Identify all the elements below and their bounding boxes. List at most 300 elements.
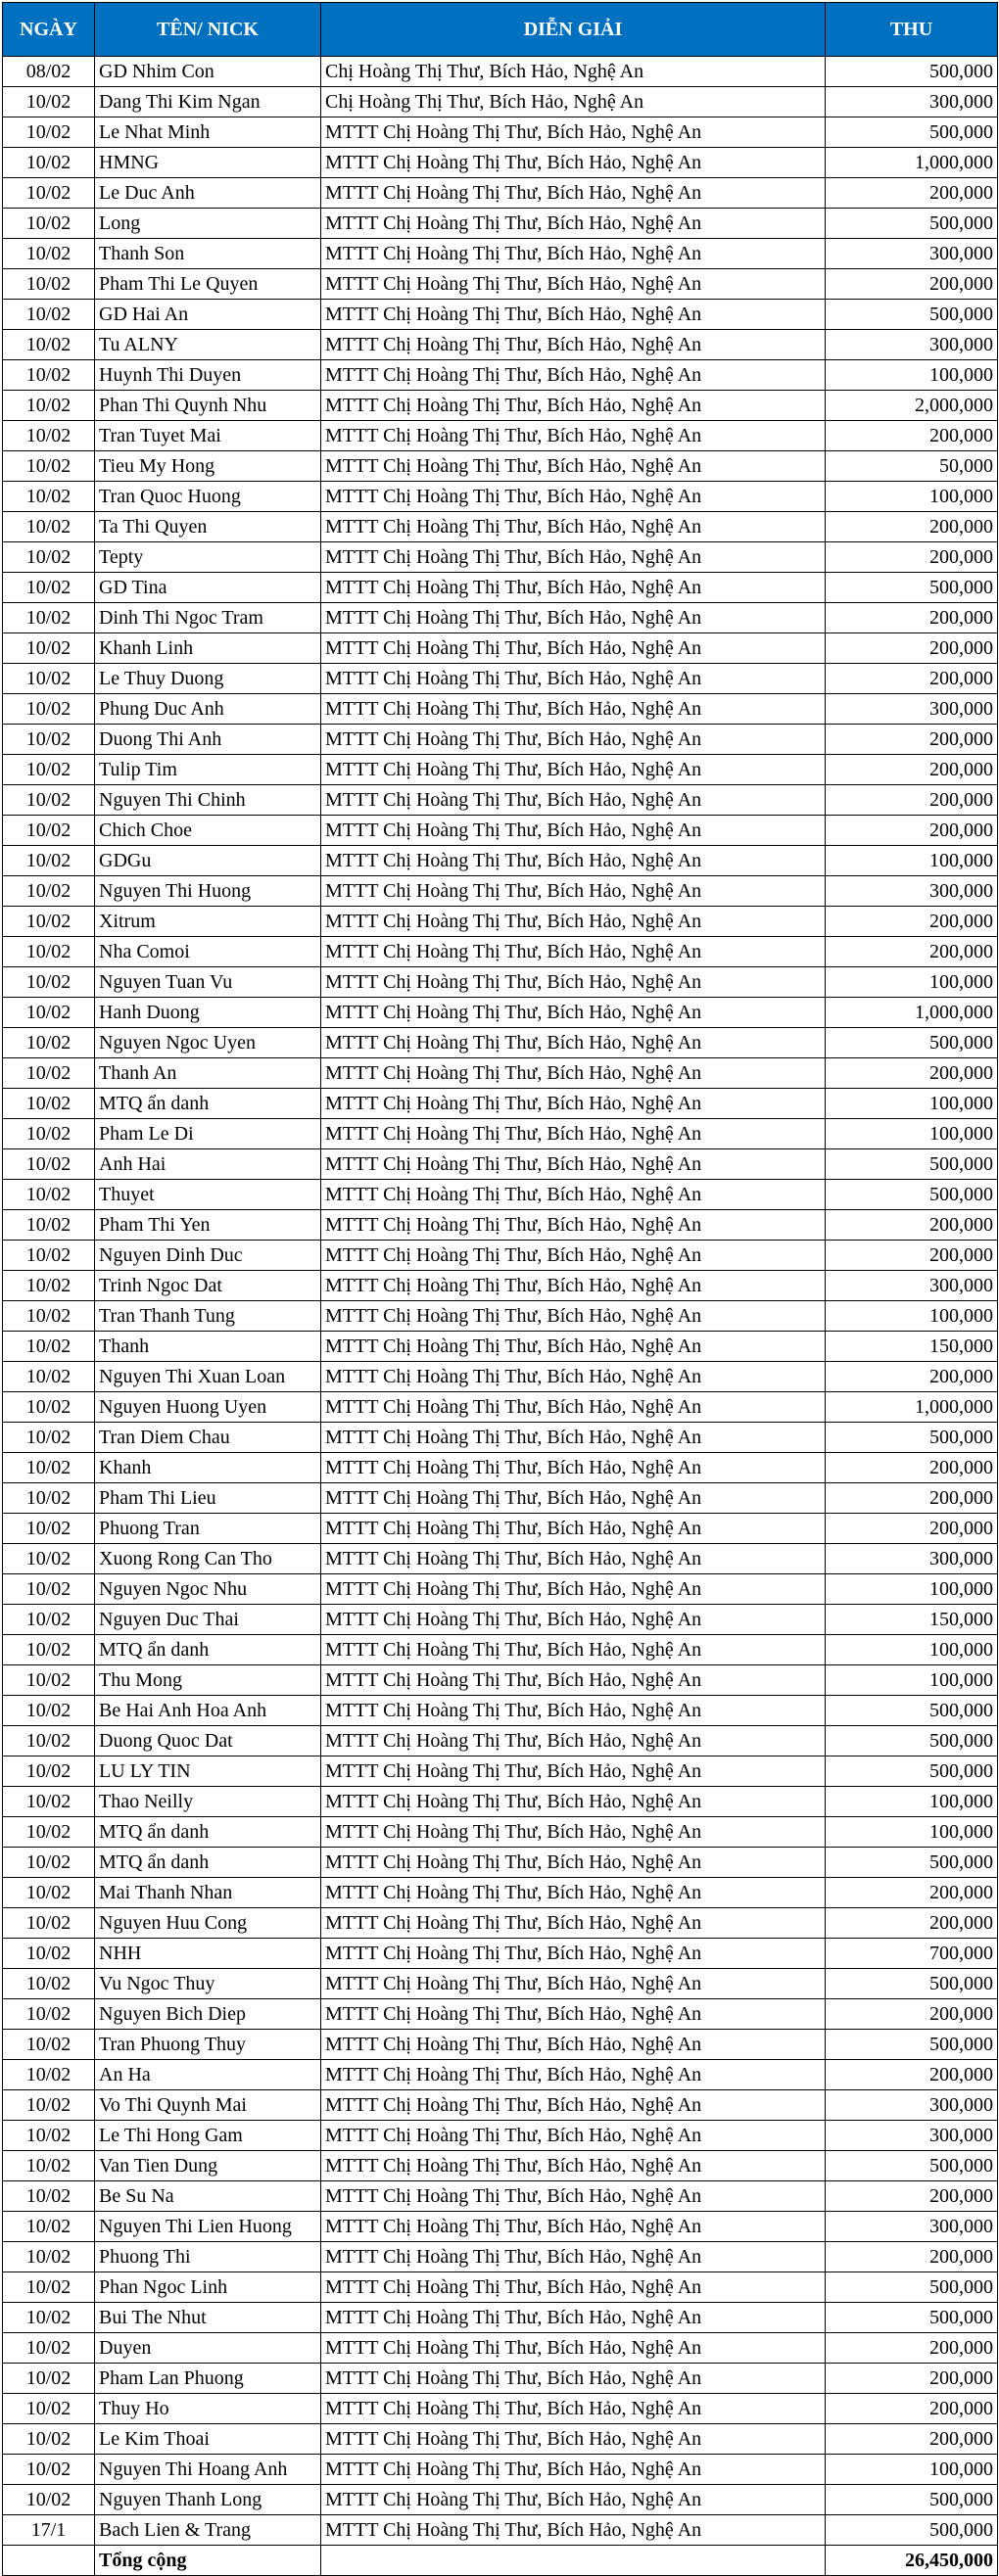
row-name: GD Nhim Con: [95, 57, 321, 87]
table-header: [3, 3, 998, 57]
row-date: 10/02: [3, 87, 95, 117]
row-amount: 500,000: [826, 2303, 998, 2333]
table-row: [3, 2151, 998, 2181]
row-amount: 500,000: [826, 2485, 998, 2515]
row-amount: 500,000: [826, 2151, 998, 2181]
row-amount: 500,000: [826, 2272, 998, 2303]
row-date: 10/02: [3, 1241, 95, 1271]
row-date: 10/02: [3, 2455, 95, 2485]
row-amount: 300,000: [826, 694, 998, 725]
row-name: MTQ ẩn danh: [95, 1817, 321, 1848]
row-date: 10/02: [3, 967, 95, 998]
row-description: MTTT Chị Hoàng Thị Thư, Bích Hảo, Nghệ An: [321, 1726, 826, 1756]
row-amount: 500,000: [826, 573, 998, 603]
row-date: 10/02: [3, 725, 95, 755]
row-description: MTTT Chị Hoàng Thị Thư, Bích Hảo, Nghệ An: [321, 2303, 826, 2333]
row-date: 10/02: [3, 1089, 95, 1119]
row-date: 10/02: [3, 512, 95, 542]
row-name: GD Hai An: [95, 300, 321, 330]
row-date: 10/02: [3, 1332, 95, 1362]
row-amount: 200,000: [826, 1878, 998, 1908]
table-row: [3, 1544, 998, 1574]
row-amount: 200,000: [826, 2394, 998, 2424]
row-date: 10/02: [3, 300, 95, 330]
row-amount: 200,000: [826, 755, 998, 785]
row-date: 10/02: [3, 1028, 95, 1058]
row-name: Phan Thi Quynh Nhu: [95, 391, 321, 421]
table-row: [3, 937, 998, 967]
row-name: Dinh Thi Ngoc Tram: [95, 603, 321, 633]
table-row: [3, 1635, 998, 1665]
row-name: Tran Thanh Tung: [95, 1301, 321, 1332]
row-description: MTTT Chị Hoàng Thị Thư, Bích Hảo, Nghệ An: [321, 1028, 826, 1058]
table-row: [3, 1726, 998, 1756]
row-description: MTTT Chị Hoàng Thị Thư, Bích Hảo, Nghệ An: [321, 512, 826, 542]
row-date: 17/1: [3, 2515, 95, 2546]
row-description: MTTT Chị Hoàng Thị Thư, Bích Hảo, Nghệ An: [321, 1271, 826, 1301]
row-date: 10/02: [3, 2090, 95, 2121]
row-amount: 300,000: [826, 87, 998, 117]
donation-table: [2, 2, 998, 2576]
header-amount: THU: [826, 3, 998, 57]
row-amount: 200,000: [826, 1210, 998, 1241]
table-row: [3, 725, 998, 755]
row-name: Nha Comoi: [95, 937, 321, 967]
row-date: 10/02: [3, 1149, 95, 1180]
row-date: 10/02: [3, 1696, 95, 1726]
table-row: [3, 876, 998, 907]
row-amount: 100,000: [826, 1119, 998, 1149]
row-description: MTTT Chị Hoàng Thị Thư, Bích Hảo, Nghệ An: [321, 2272, 826, 2303]
row-description: MTTT Chị Hoàng Thị Thư, Bích Hảo, Nghệ An: [321, 1089, 826, 1119]
row-date: 10/02: [3, 391, 95, 421]
row-name: MTQ ẩn danh: [95, 1848, 321, 1878]
table-row: [3, 1301, 998, 1332]
row-amount: 500,000: [826, 1696, 998, 1726]
row-amount: 500,000: [826, 1726, 998, 1756]
row-name: HMNG: [95, 148, 321, 178]
row-description: MTTT Chị Hoàng Thị Thư, Bích Hảo, Nghệ An: [321, 2090, 826, 2121]
row-amount: 300,000: [826, 2212, 998, 2242]
table-row: [3, 2333, 998, 2364]
row-description: MTTT Chị Hoàng Thị Thư, Bích Hảo, Nghệ An: [321, 1514, 826, 1544]
row-amount: 100,000: [826, 1787, 998, 1817]
row-amount: 200,000: [826, 1999, 998, 2030]
row-name: Nguyen Huong Uyen: [95, 1392, 321, 1423]
table-row: [3, 846, 998, 876]
row-date: 10/02: [3, 1939, 95, 1969]
row-date: 10/02: [3, 2181, 95, 2212]
table-row: [3, 2212, 998, 2242]
table-row: [3, 1999, 998, 2030]
row-date: 10/02: [3, 269, 95, 300]
row-name: Tepty: [95, 542, 321, 573]
row-description: MTTT Chị Hoàng Thị Thư, Bích Hảo, Nghệ An: [321, 1453, 826, 1483]
row-name: Nguyen Ngoc Nhu: [95, 1574, 321, 1605]
row-date: 10/02: [3, 2364, 95, 2394]
table-row: [3, 1392, 998, 1423]
row-amount: 200,000: [826, 603, 998, 633]
row-amount: 200,000: [826, 725, 998, 755]
row-name: Khanh Linh: [95, 633, 321, 664]
row-name: Le Thuy Duong: [95, 664, 321, 694]
table-row: [3, 1817, 998, 1848]
row-name: Be Hai Anh Hoa Anh: [95, 1696, 321, 1726]
row-date: 10/02: [3, 1180, 95, 1210]
header-row: [3, 3, 998, 57]
row-date: 10/02: [3, 1119, 95, 1149]
table-row: [3, 209, 998, 239]
row-amount: 200,000: [826, 907, 998, 937]
row-description: MTTT Chị Hoàng Thị Thư, Bích Hảo, Nghệ An: [321, 300, 826, 330]
row-amount: 150,000: [826, 1332, 998, 1362]
table-row: [3, 2485, 998, 2515]
row-amount: 500,000: [826, 1028, 998, 1058]
table-row: [3, 1574, 998, 1605]
row-description: MTTT Chị Hoàng Thị Thư, Bích Hảo, Nghệ An: [321, 239, 826, 269]
row-date: 08/02: [3, 57, 95, 87]
row-amount: 300,000: [826, 2090, 998, 2121]
table-row: [3, 1119, 998, 1149]
row-name: Thuyet: [95, 1180, 321, 1210]
table-row: [3, 178, 998, 209]
row-date: 10/02: [3, 1271, 95, 1301]
row-amount: 200,000: [826, 785, 998, 816]
row-name: Pham Thi Lieu: [95, 1483, 321, 1514]
table-row: [3, 1028, 998, 1058]
row-date: 10/02: [3, 2272, 95, 2303]
table-row: [3, 269, 998, 300]
total-value: 26,450,000: [826, 2546, 998, 2576]
row-date: 10/02: [3, 1817, 95, 1848]
row-name: Nguyen Thi Xuan Loan: [95, 1362, 321, 1392]
row-description: MTTT Chị Hoàng Thị Thư, Bích Hảo, Nghệ An: [321, 1241, 826, 1271]
row-amount: 200,000: [826, 2181, 998, 2212]
row-date: 10/02: [3, 876, 95, 907]
row-name: Tulip Tim: [95, 755, 321, 785]
row-name: Thuy Ho: [95, 2394, 321, 2424]
row-amount: 200,000: [826, 178, 998, 209]
row-date: 10/02: [3, 2242, 95, 2272]
row-name: Nguyen Thi Huong: [95, 876, 321, 907]
row-amount: 200,000: [826, 937, 998, 967]
row-amount: 300,000: [826, 1271, 998, 1301]
row-amount: 100,000: [826, 1817, 998, 1848]
row-name: LU LY TIN: [95, 1756, 321, 1787]
row-name: Nguyen Duc Thai: [95, 1605, 321, 1635]
table-row: [3, 1423, 998, 1453]
table-row: [3, 1210, 998, 1241]
row-amount: 100,000: [826, 1301, 998, 1332]
row-date: 10/02: [3, 603, 95, 633]
table-row: [3, 1605, 998, 1635]
row-amount: 500,000: [826, 1756, 998, 1787]
table-row: [3, 785, 998, 816]
row-amount: 500,000: [826, 2515, 998, 2546]
row-description: MTTT Chị Hoàng Thị Thư, Bích Hảo, Nghệ An: [321, 937, 826, 967]
row-date: 10/02: [3, 1483, 95, 1514]
row-amount: 200,000: [826, 2424, 998, 2455]
row-amount: 50,000: [826, 451, 998, 482]
row-name: Pham Thi Le Quyen: [95, 269, 321, 300]
row-name: Phuong Tran: [95, 1514, 321, 1544]
row-description: MTTT Chị Hoàng Thị Thư, Bích Hảo, Nghệ An: [321, 209, 826, 239]
row-name: Le Nhat Minh: [95, 117, 321, 148]
row-name: Anh Hai: [95, 1149, 321, 1180]
row-description: MTTT Chị Hoàng Thị Thư, Bích Hảo, Nghệ An: [321, 725, 826, 755]
row-amount: 200,000: [826, 2242, 998, 2272]
row-description: MTTT Chị Hoàng Thị Thư, Bích Hảo, Nghệ An: [321, 1423, 826, 1453]
row-description: MTTT Chị Hoàng Thị Thư, Bích Hảo, Nghệ An: [321, 1119, 826, 1149]
row-date: 10/02: [3, 1453, 95, 1483]
table-row: [3, 1665, 998, 1696]
row-name: Xuong Rong Can Tho: [95, 1544, 321, 1574]
row-date: 10/02: [3, 755, 95, 785]
row-description: MTTT Chị Hoàng Thị Thư, Bích Hảo, Nghệ An: [321, 330, 826, 360]
row-date: 10/02: [3, 1665, 95, 1696]
header-description: DIỄN GIẢI: [321, 3, 826, 57]
row-description: MTTT Chị Hoàng Thị Thư, Bích Hảo, Nghệ An: [321, 2121, 826, 2151]
row-name: Pham Lan Phuong: [95, 2364, 321, 2394]
row-amount: 100,000: [826, 1574, 998, 1605]
table-row: [3, 816, 998, 846]
row-description: MTTT Chị Hoàng Thị Thư, Bích Hảo, Nghệ An: [321, 573, 826, 603]
row-amount: 100,000: [826, 482, 998, 512]
table-row: [3, 1149, 998, 1180]
row-date: 10/02: [3, 2060, 95, 2090]
row-amount: 200,000: [826, 1362, 998, 1392]
row-name: Duong Quoc Dat: [95, 1726, 321, 1756]
table-row: [3, 1089, 998, 1119]
table-row: [3, 421, 998, 451]
row-description: MTTT Chị Hoàng Thị Thư, Bích Hảo, Nghệ An: [321, 2212, 826, 2242]
row-date: 10/02: [3, 239, 95, 269]
row-amount: 200,000: [826, 542, 998, 573]
table-row: [3, 2303, 998, 2333]
row-date: 10/02: [3, 2212, 95, 2242]
table-row: [3, 300, 998, 330]
table-row: [3, 2121, 998, 2151]
row-date: 10/02: [3, 178, 95, 209]
row-date: 10/02: [3, 421, 95, 451]
row-description: MTTT Chị Hoàng Thị Thư, Bích Hảo, Nghệ An: [321, 1332, 826, 1362]
row-amount: 100,000: [826, 360, 998, 391]
row-description: MTTT Chị Hoàng Thị Thư, Bích Hảo, Nghệ An: [321, 1483, 826, 1514]
row-date: 10/02: [3, 2303, 95, 2333]
row-date: 10/02: [3, 1514, 95, 1544]
table-row: [3, 2394, 998, 2424]
row-description: MTTT Chị Hoàng Thị Thư, Bích Hảo, Nghệ An: [321, 633, 826, 664]
row-name: Thao Neilly: [95, 1787, 321, 1817]
row-name: Nguyen Huu Cong: [95, 1908, 321, 1939]
row-name: Nguyen Dinh Duc: [95, 1241, 321, 1271]
row-date: 10/02: [3, 1544, 95, 1574]
table-row: [3, 1180, 998, 1210]
row-amount: 1,000,000: [826, 148, 998, 178]
row-description: MTTT Chị Hoàng Thị Thư, Bích Hảo, Nghệ An: [321, 117, 826, 148]
row-name: MTQ ẩn danh: [95, 1089, 321, 1119]
row-description: MTTT Chị Hoàng Thị Thư, Bích Hảo, Nghệ An: [321, 1787, 826, 1817]
table-row: [3, 2272, 998, 2303]
row-name: Tieu My Hong: [95, 451, 321, 482]
row-description: MTTT Chị Hoàng Thị Thư, Bích Hảo, Nghệ An: [321, 1939, 826, 1969]
row-date: 10/02: [3, 1423, 95, 1453]
row-description: MTTT Chị Hoàng Thị Thư, Bích Hảo, Nghệ An: [321, 967, 826, 998]
row-date: 10/02: [3, 2151, 95, 2181]
row-name: Tran Diem Chau: [95, 1423, 321, 1453]
row-description: MTTT Chị Hoàng Thị Thư, Bích Hảo, Nghệ An: [321, 269, 826, 300]
table-row: [3, 2455, 998, 2485]
table-row: [3, 1696, 998, 1726]
row-date: 10/02: [3, 360, 95, 391]
row-amount: 200,000: [826, 269, 998, 300]
row-date: 10/02: [3, 542, 95, 573]
row-name: Vu Ngoc Thuy: [95, 1969, 321, 1999]
row-description: MTTT Chị Hoàng Thị Thư, Bích Hảo, Nghệ An: [321, 603, 826, 633]
row-name: Nguyen Thi Hoang Anh: [95, 2455, 321, 2485]
row-amount: 200,000: [826, 2364, 998, 2394]
total-row: [3, 2546, 998, 2576]
row-amount: 200,000: [826, 2333, 998, 2364]
row-name: Trinh Ngoc Dat: [95, 1271, 321, 1301]
table-row: [3, 57, 998, 87]
row-name: Tran Tuyet Mai: [95, 421, 321, 451]
row-amount: 300,000: [826, 330, 998, 360]
row-amount: 200,000: [826, 1514, 998, 1544]
row-amount: 1,000,000: [826, 998, 998, 1028]
table-row: [3, 1908, 998, 1939]
row-date: 10/02: [3, 1908, 95, 1939]
total-label: Tổng cộng: [95, 2546, 321, 2576]
row-amount: 500,000: [826, 117, 998, 148]
row-description: MTTT Chị Hoàng Thị Thư, Bích Hảo, Nghệ An: [321, 2485, 826, 2515]
row-description: MTTT Chị Hoàng Thị Thư, Bích Hảo, Nghệ An: [321, 1999, 826, 2030]
row-name: Long: [95, 209, 321, 239]
row-description: MTTT Chị Hoàng Thị Thư, Bích Hảo, Nghệ An: [321, 694, 826, 725]
row-description: MTTT Chị Hoàng Thị Thư, Bích Hảo, Nghệ An: [321, 755, 826, 785]
row-name: Le Thi Hong Gam: [95, 2121, 321, 2151]
row-amount: 300,000: [826, 876, 998, 907]
row-name: Nguyen Tuan Vu: [95, 967, 321, 998]
row-amount: 200,000: [826, 816, 998, 846]
row-description: MTTT Chị Hoàng Thị Thư, Bích Hảo, Nghệ An: [321, 391, 826, 421]
row-date: 10/02: [3, 937, 95, 967]
row-amount: 200,000: [826, 1058, 998, 1089]
table-row: [3, 603, 998, 633]
row-name: Le Duc Anh: [95, 178, 321, 209]
table-row: [3, 1271, 998, 1301]
table-row: [3, 1362, 998, 1392]
row-date: 10/02: [3, 998, 95, 1028]
row-description: MTTT Chị Hoàng Thị Thư, Bích Hảo, Nghệ An: [321, 1969, 826, 1999]
row-description: MTTT Chị Hoàng Thị Thư, Bích Hảo, Nghệ An: [321, 360, 826, 391]
row-description: MTTT Chị Hoàng Thị Thư, Bích Hảo, Nghệ An: [321, 178, 826, 209]
table-row: [3, 664, 998, 694]
table-row: [3, 2060, 998, 2090]
table-row: [3, 2090, 998, 2121]
row-name: GD Tina: [95, 573, 321, 603]
total-description-cell: [321, 2546, 826, 2576]
row-amount: 500,000: [826, 1848, 998, 1878]
row-name: Ta Thi Quyen: [95, 512, 321, 542]
row-name: Pham Thi Yen: [95, 1210, 321, 1241]
row-description: MTTT Chị Hoàng Thị Thư, Bích Hảo, Nghệ An: [321, 1908, 826, 1939]
row-description: MTTT Chị Hoàng Thị Thư, Bích Hảo, Nghệ An: [321, 1574, 826, 1605]
row-description: MTTT Chị Hoàng Thị Thư, Bích Hảo, Nghệ An: [321, 1635, 826, 1665]
row-description: MTTT Chị Hoàng Thị Thư, Bích Hảo, Nghệ An: [321, 2455, 826, 2485]
row-date: 10/02: [3, 785, 95, 816]
row-name: Duyen: [95, 2333, 321, 2364]
row-amount: 200,000: [826, 512, 998, 542]
row-amount: 200,000: [826, 1908, 998, 1939]
row-name: Pham Le Di: [95, 1119, 321, 1149]
row-date: 10/02: [3, 1878, 95, 1908]
row-description: MTTT Chị Hoàng Thị Thư, Bích Hảo, Nghệ An: [321, 1210, 826, 1241]
row-amount: 500,000: [826, 300, 998, 330]
row-amount: 500,000: [826, 1149, 998, 1180]
row-date: 10/02: [3, 1210, 95, 1241]
row-name: Thanh: [95, 1332, 321, 1362]
row-name: Chich Choe: [95, 816, 321, 846]
row-amount: 500,000: [826, 209, 998, 239]
table-row: [3, 2424, 998, 2455]
row-date: 10/02: [3, 1787, 95, 1817]
row-amount: 300,000: [826, 1544, 998, 1574]
row-amount: 500,000: [826, 1969, 998, 1999]
table-row: [3, 451, 998, 482]
table-row: [3, 87, 998, 117]
row-name: Bui The Nhut: [95, 2303, 321, 2333]
row-name: Van Tien Dung: [95, 2151, 321, 2181]
row-name: Be Su Na: [95, 2181, 321, 2212]
row-date: 10/02: [3, 117, 95, 148]
row-amount: 500,000: [826, 2030, 998, 2060]
row-amount: 500,000: [826, 57, 998, 87]
table-row: [3, 1332, 998, 1362]
table-row: [3, 907, 998, 937]
table-row: [3, 1241, 998, 1271]
row-amount: 150,000: [826, 1605, 998, 1635]
row-name: GDGu: [95, 846, 321, 876]
row-amount: 200,000: [826, 1241, 998, 1271]
row-description: MTTT Chị Hoàng Thị Thư, Bích Hảo, Nghệ An: [321, 1605, 826, 1635]
row-description: MTTT Chị Hoàng Thị Thư, Bích Hảo, Nghệ An: [321, 785, 826, 816]
row-description: MTTT Chị Hoàng Thị Thư, Bích Hảo, Nghệ An: [321, 2242, 826, 2272]
table-row: [3, 2030, 998, 2060]
row-date: 10/02: [3, 330, 95, 360]
row-date: 10/02: [3, 2485, 95, 2515]
row-description: MTTT Chị Hoàng Thị Thư, Bích Hảo, Nghệ An: [321, 421, 826, 451]
table-row: [3, 998, 998, 1028]
row-amount: 700,000: [826, 1939, 998, 1969]
table-row: [3, 391, 998, 421]
row-description: MTTT Chị Hoàng Thị Thư, Bích Hảo, Nghệ An: [321, 2060, 826, 2090]
row-amount: 200,000: [826, 1453, 998, 1483]
row-date: 10/02: [3, 482, 95, 512]
row-description: MTTT Chị Hoàng Thị Thư, Bích Hảo, Nghệ An: [321, 816, 826, 846]
row-description: MTTT Chị Hoàng Thị Thư, Bích Hảo, Nghệ An: [321, 1756, 826, 1787]
row-name: Vo Thi Quynh Mai: [95, 2090, 321, 2121]
row-name: Nguyen Bich Diep: [95, 1999, 321, 2030]
row-name: Huynh Thi Duyen: [95, 360, 321, 391]
row-amount: 200,000: [826, 664, 998, 694]
row-amount: 100,000: [826, 846, 998, 876]
row-name: Bach Lien & Trang: [95, 2515, 321, 2546]
row-date: 10/02: [3, 2333, 95, 2364]
row-description: MTTT Chị Hoàng Thị Thư, Bích Hảo, Nghệ An: [321, 542, 826, 573]
row-amount: 200,000: [826, 2060, 998, 2090]
row-description: MTTT Chị Hoàng Thị Thư, Bích Hảo, Nghệ An: [321, 451, 826, 482]
